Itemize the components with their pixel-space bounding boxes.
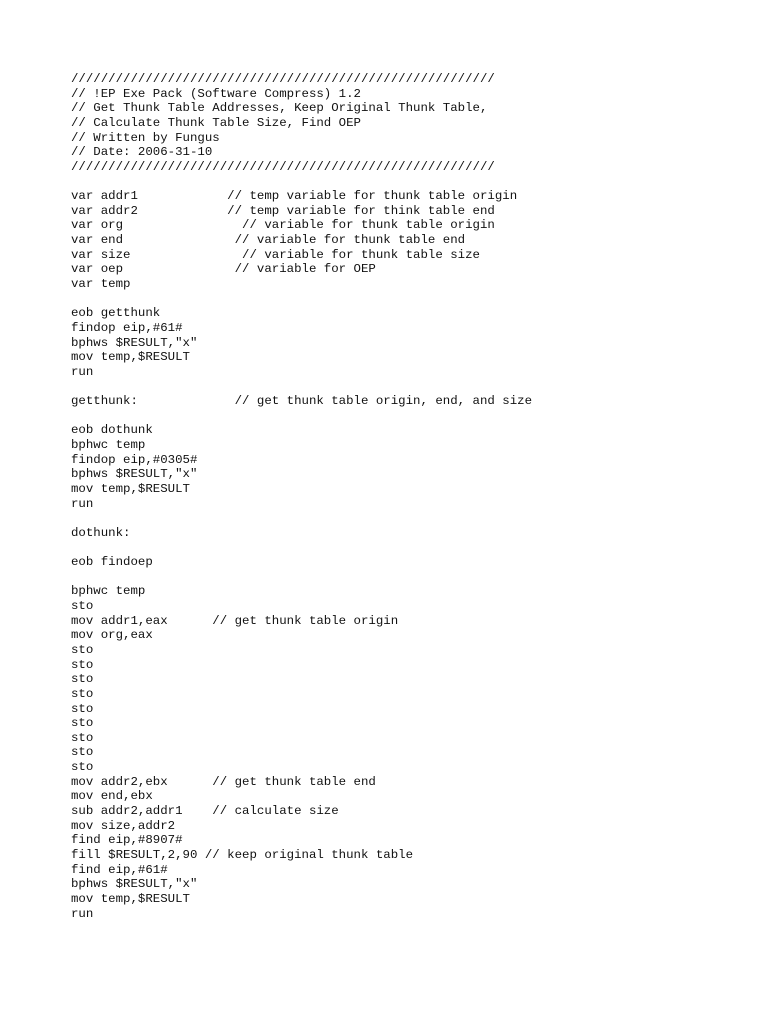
code-line: var addr1 // temp variable for thunk table origin (71, 189, 518, 204)
code-line: mov addr2,ebx // get thunk table end (71, 774, 376, 789)
code-line: run (71, 364, 94, 379)
code-line: bphwc temp (71, 584, 146, 599)
code-line: eob getthunk (71, 306, 161, 321)
code-line: eob dothunk (71, 423, 153, 438)
code-line: bphwc temp (71, 438, 146, 453)
code-line: mov temp,$RESULT (71, 891, 190, 906)
code-line: var size // variable for thunk table size (71, 247, 480, 262)
code-line: mov size,addr2 (71, 818, 176, 833)
code-line: mov addr1,eax // get thunk table origin (71, 613, 399, 628)
blank-line (71, 511, 532, 526)
code-line: findop eip,#0305# (71, 452, 198, 467)
blank-line (71, 570, 532, 585)
code-line: sto (71, 760, 94, 775)
code-line: mov org,eax (71, 628, 153, 643)
code-line: ///////////////////////////////////////////////////////// (71, 72, 495, 86)
code-line: var org // variable for thunk table origin (71, 218, 495, 233)
blank-line (71, 541, 532, 556)
blank-line (71, 409, 532, 424)
code-line: run (71, 496, 94, 511)
code-line: mov temp,$RESULT (71, 350, 190, 365)
code-line: bphws $RESULT,"x" (71, 467, 198, 482)
code-line: run (71, 906, 94, 921)
blank-line (71, 174, 532, 189)
code-line: mov end,ebx (71, 789, 153, 804)
code-line: sto (71, 657, 94, 672)
code-line: sub addr2,addr1 // calculate size (71, 804, 339, 819)
code-line: sto (71, 672, 94, 687)
code-line: sto (71, 599, 94, 614)
code-line: var oep // variable for OEP (71, 262, 376, 277)
code-line: // Get Thunk Table Addresses, Keep Original Thunk Table, (71, 101, 488, 116)
code-line: // !EP Exe Pack (Software Compress) 1.2 (71, 86, 361, 101)
code-line: eob findoep (71, 555, 153, 570)
script-listing (71, 72, 532, 921)
code-line: find eip,#8907# (71, 833, 183, 848)
blank-line (71, 292, 532, 307)
code-line: mov temp,$RESULT (71, 481, 190, 496)
blank-line (71, 379, 532, 394)
code-line: dothunk: (71, 525, 131, 540)
code-line: sto (71, 642, 94, 657)
code-line: bphws $RESULT,"x" (71, 877, 198, 892)
code-line: findop eip,#61# (71, 320, 183, 335)
code-line: // Written by Fungus (71, 130, 220, 145)
code-line: getthunk: // get thunk table origin, end, and size (71, 394, 533, 409)
code-line: var temp (71, 276, 131, 291)
code-line: sto (71, 745, 94, 760)
code-line: sto (71, 701, 94, 716)
code-line: sto (71, 686, 94, 701)
code-line: sto (71, 730, 94, 745)
code-line: fill $RESULT,2,90 // keep original thunk table (71, 847, 414, 862)
code-line: // Date: 2006-31-10 (71, 145, 213, 160)
code-line: var addr2 // temp variable for think table end (71, 203, 495, 218)
code-line: var end // variable for thunk table end (71, 233, 466, 248)
code-line: find eip,#61# (71, 862, 168, 877)
code-line: bphws $RESULT,"x" (71, 335, 198, 350)
code-line: ///////////////////////////////////////////////////////// (71, 159, 495, 174)
code-line: // Calculate Thunk Table Size, Find OEP (71, 115, 361, 130)
code-line: sto (71, 716, 94, 731)
